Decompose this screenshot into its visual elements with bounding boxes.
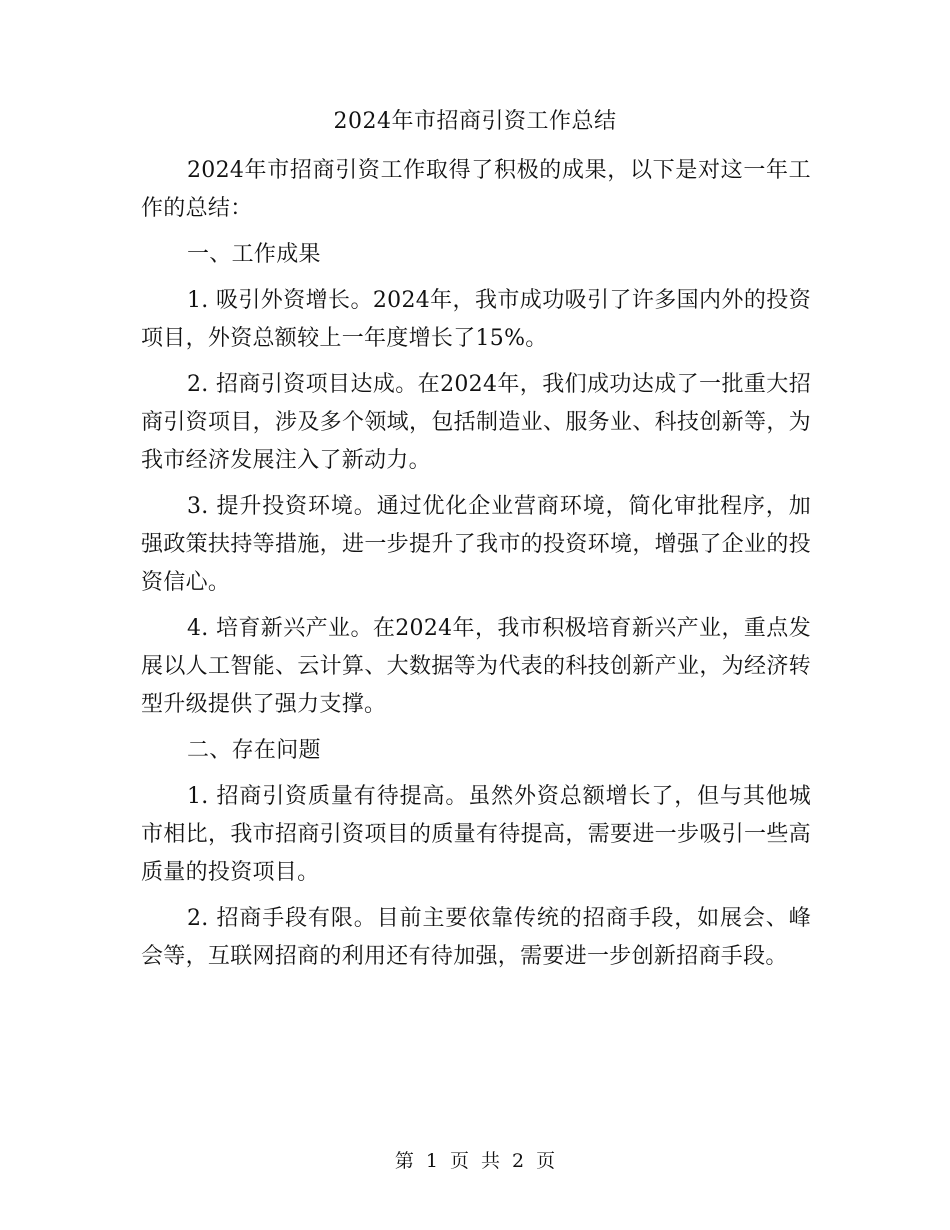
problem-item-2: 2. 招商手段有限。目前主要依靠传统的招商手段，如展会、峰会等，互联网招商的利用还有待加强，需要进一步创新招商手段。 <box>141 906 811 969</box>
section-heading-achievements: 一、工作成果 <box>187 242 321 267</box>
achievement-item-4: 4. 培育新兴产业。在2024年，我市积极培育新兴产业，重点发展以人工智能、云计算、大数据等为代表的科技创新产业，为经济转型升级提供了强力支撑。 <box>141 616 811 717</box>
document-body <box>141 152 811 984</box>
achievement-item-3: 3. 提升投资环境。通过优化企业营商环境，简化审批程序，加强政策扶持等措施，进一步提升了我市的投资环境，增强了企业的投资信心。 <box>141 494 811 595</box>
intro-paragraph: 2024年市招商引资工作取得了积极的成果，以下是对这一年工作的总结： <box>141 158 811 221</box>
page-number-footer: 第 1 页 共 2 页 <box>394 1150 556 1172</box>
achievement-item-1: 1. 吸引外资增长。2024年，我市成功吸引了许多国内外的投资项目，外资总额较上一年度增长了15%。 <box>141 288 811 351</box>
document-title: 2024年市招商引资工作总结 <box>333 109 617 134</box>
problem-item-1: 1. 招商引资质量有待提高。虽然外资总额增长了，但与其他城市相比，我市招商引资项目的质量有待提高，需要进一步吸引一些高质量的投资项目。 <box>141 784 811 885</box>
achievement-item-2: 2. 招商引资项目达成。在2024年，我们成功达成了一批重大招商引资项目，涉及多个领域，包括制造业、服务业、科技创新等，为我市经济发展注入了新动力。 <box>141 372 811 473</box>
section-heading-problems: 二、存在问题 <box>187 738 321 763</box>
